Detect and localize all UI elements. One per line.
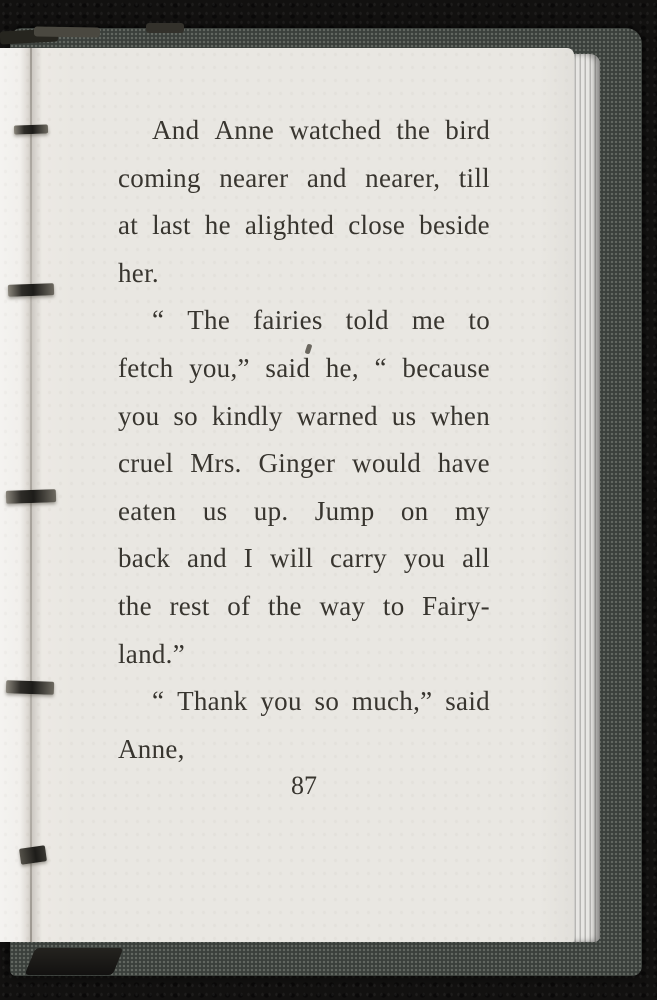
word: watched [289,115,382,145]
word: said [265,352,311,383]
word: Anne, [118,733,185,764]
word: “ [374,352,387,383]
word: at [118,210,139,241]
word: us [202,495,228,526]
text-line [118,210,490,258]
word: kindly [211,400,283,431]
word: nearer [219,162,289,193]
word: you [260,686,302,717]
word: the [118,590,152,621]
word: me [411,305,446,336]
text-line [118,401,490,449]
word: alighted [244,210,335,241]
word: when [430,400,490,431]
word: And [152,115,200,145]
text-line [118,591,490,639]
binding-stitch [8,283,54,297]
word: would [352,448,422,479]
word: coming [118,162,201,193]
text-line [118,686,490,734]
word: her. [118,257,159,288]
spine-cloth-fray [146,23,184,33]
word: Anne [214,115,275,145]
word: he, [325,352,359,383]
word: have [437,448,490,479]
word: beside [419,210,490,241]
word: back [118,543,171,574]
page-number: 87 [291,771,317,800]
binding-stitch [14,124,48,134]
word: he [204,210,231,241]
text-block [118,115,490,781]
binding-stitch [6,489,56,504]
book-page [0,48,574,942]
word: us [391,400,417,431]
word: nearer, [365,162,441,193]
word: warned [296,400,378,431]
word: last [152,210,191,241]
spine-cloth-fray [34,26,100,37]
word: The [187,305,231,336]
word: land.” [118,638,186,669]
word: way [319,590,366,621]
text-line [118,305,490,353]
word: carry [330,543,387,574]
cover-corner-fold-shadow [25,948,124,975]
word: said [445,686,490,717]
word: my [454,495,490,526]
word: the [267,590,302,621]
word: will [269,543,314,574]
word: Fairy- [422,590,490,621]
word: so [314,686,340,717]
word: you [403,543,446,574]
word: eaten [118,495,177,526]
binding-stitch [19,845,47,864]
word: you [118,400,160,431]
word: Mrs. [190,448,242,479]
word: Jump [314,495,375,526]
word: to [382,590,405,621]
word: “ [152,305,165,336]
text-line [118,163,490,211]
word: fairies [253,305,323,336]
word: told [345,305,389,336]
word: so [173,400,198,431]
word: to [468,305,490,336]
word: I [243,543,254,574]
binding-stitch [6,680,54,695]
word: till [458,162,490,193]
text-line [118,353,490,401]
word: the [396,115,431,145]
word: bird [445,115,490,145]
word: Ginger [258,448,336,479]
text-line [118,258,490,306]
word: close [348,210,406,241]
text-line [118,639,490,687]
word: cruel [118,448,174,479]
word: on [400,495,429,526]
word: fetch [118,352,174,383]
word: much,” [351,686,433,717]
text-line [118,448,490,496]
text-line [118,543,490,591]
word: because [402,352,490,383]
word: Thank [177,686,248,717]
word: you,” [189,352,250,383]
word: and [187,543,227,574]
text-line [118,115,490,163]
word: “ [152,686,165,717]
word: rest [169,590,210,621]
word: of [227,590,251,621]
word: up. [253,495,289,526]
text-line [118,496,490,544]
word: and [306,162,347,193]
word: all [462,543,490,574]
